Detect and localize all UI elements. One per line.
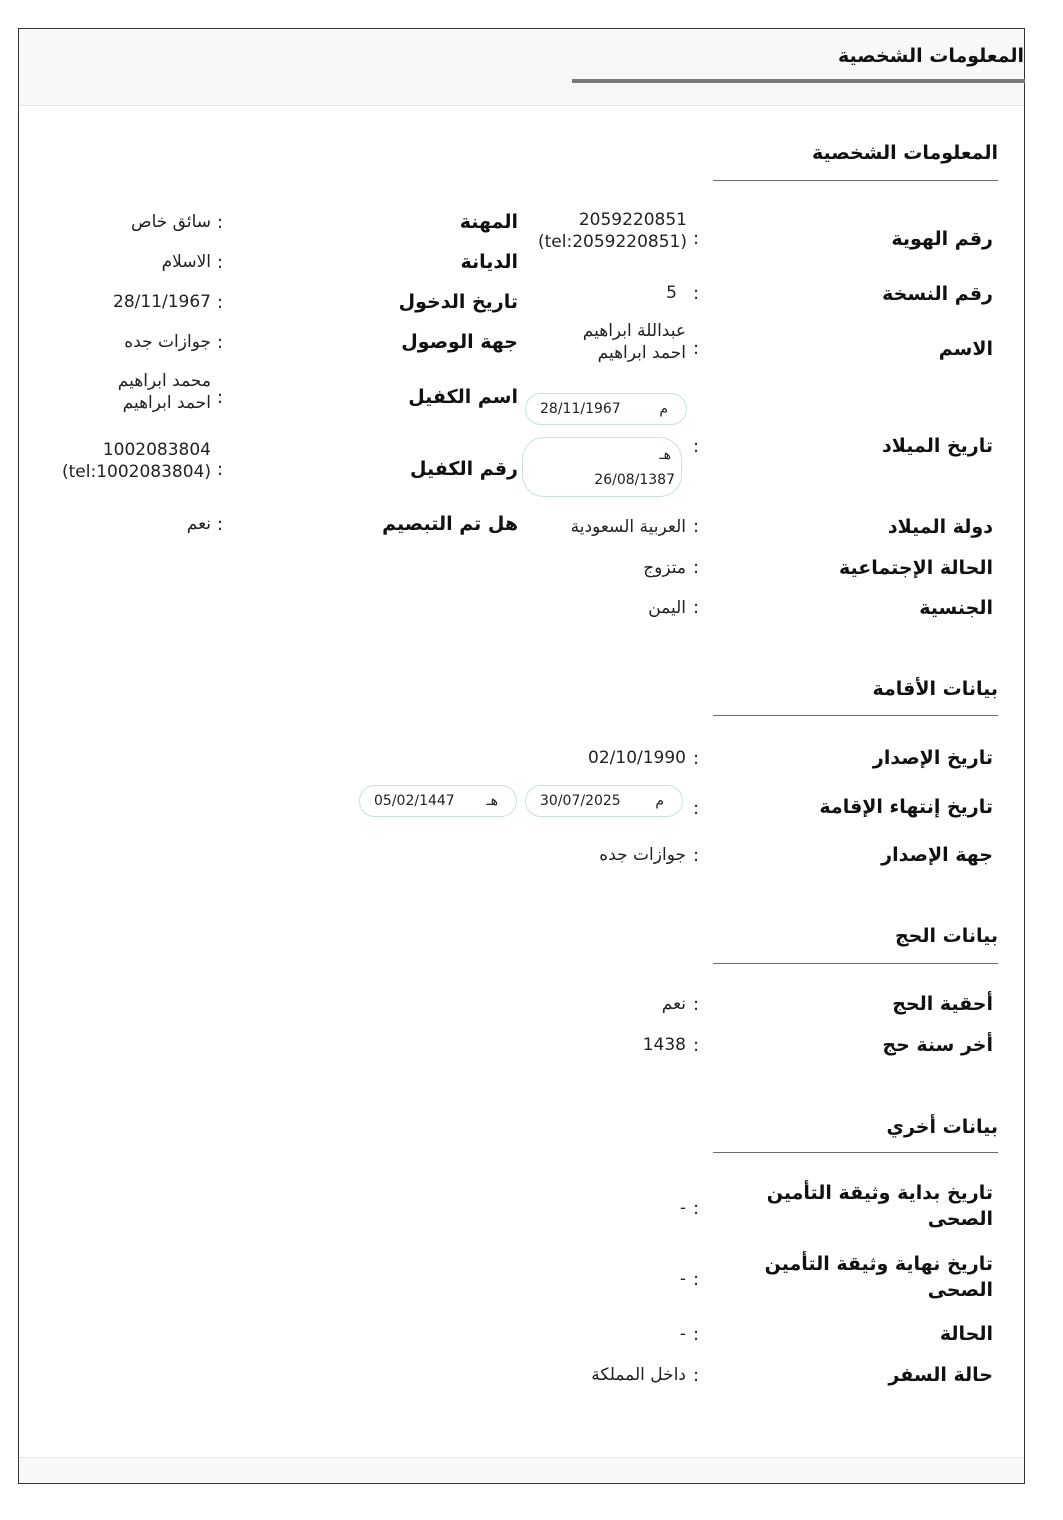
expiry-hijri-value: 05/02/1447 [374, 793, 455, 809]
colon: : [693, 228, 700, 249]
section-divider [713, 715, 998, 716]
colon: : [693, 798, 700, 819]
tab-personal-info[interactable]: المعلومات الشخصية [837, 45, 1024, 67]
entry-date-value: 28/11/1967 [113, 292, 211, 312]
section-title-other: بيانات أخري [886, 1116, 998, 1138]
travel-status-label: حالة السفر [888, 1364, 993, 1386]
colon: : [693, 1324, 700, 1345]
colon: : [693, 516, 700, 537]
colon: : [217, 459, 224, 480]
colon: : [693, 1269, 700, 1290]
name-label: الاسم [938, 338, 993, 360]
hijri-marker: هـ [659, 447, 671, 463]
insurance-end-label: تاريخ نهاية وثيقة التأمين الصحى [764, 1253, 993, 1301]
colon: : [693, 1198, 700, 1219]
section-divider [713, 1152, 998, 1153]
section-title-residence: بيانات الأقامة [872, 678, 998, 700]
marital-status-label: الحالة الإجتماعية [839, 557, 993, 579]
birth-country-value: العربية السعودية [570, 517, 686, 537]
colon: : [693, 597, 700, 618]
nationality-label: الجنسية [919, 597, 993, 619]
name-value [583, 320, 686, 364]
colon: : [217, 514, 224, 535]
colon: : [693, 283, 700, 304]
name-line-2: احمد ابراهيم [597, 343, 686, 363]
job-label: المهنة [459, 211, 518, 233]
sponsor-id: 1002083804 [102, 440, 211, 460]
section-title-hajj: بيانات الحج [894, 925, 998, 947]
colon: : [693, 1365, 700, 1386]
active-tab-underline [572, 79, 1025, 83]
job-value: سائق خاص [131, 212, 211, 232]
fingerprint-label: هل تم التبصيم [382, 513, 518, 535]
insurance-start-label: تاريخ بداية وثيقة التأمين الصحى [766, 1182, 993, 1230]
nationality-value: اليمن [648, 598, 686, 618]
religion-label: الديانة [460, 251, 518, 273]
section-divider [713, 963, 998, 964]
id-number-tel-link[interactable]: (tel:2059220851) [538, 232, 687, 252]
hajj-eligibility-label: أحقية الحج [892, 993, 993, 1015]
dob-gregorian-pill [525, 393, 687, 425]
name-line-1: عبداللة ابراهيم [582, 321, 686, 341]
section-title-personal: المعلومات الشخصية [811, 142, 998, 164]
sponsor-name-value [118, 370, 211, 414]
last-hajj-year-value: 1438 [642, 1035, 686, 1055]
marital-status-value: متزوج [643, 558, 686, 578]
copy-number-value: 5 [666, 283, 677, 303]
panel-header [19, 29, 1024, 106]
religion-value: الاسلام [161, 252, 211, 272]
sponsor-name-line-2: احمد ابراهيم [122, 393, 211, 413]
id-number-label: رقم الهوية [891, 228, 993, 250]
expiry-gregorian-value: 30/07/2025 [540, 793, 621, 809]
residence-issuer-value: جوازات جده [599, 845, 686, 865]
sponsor-name-label: اسم الكفيل [408, 386, 518, 408]
sponsor-name-line-1: محمد ابراهيم [117, 371, 211, 391]
copy-number-label: رقم النسخة [882, 283, 993, 305]
colon: : [693, 436, 700, 457]
residence-issue-date-label: تاريخ الإصدار [872, 747, 993, 769]
expiry-hijri-pill [359, 785, 517, 817]
birth-country-label: دولة الميلاد [887, 516, 993, 538]
personal-info-panel [18, 28, 1025, 1484]
arrival-point-value: جوازات جده [124, 332, 211, 352]
arrival-point-label: جهة الوصول [401, 331, 518, 353]
id-number-value [519, 209, 687, 253]
colon: : [693, 748, 700, 769]
gregorian-marker: م [659, 401, 668, 417]
dob-hijri-value: 26/08/1387 [594, 472, 675, 488]
fingerprint-value: نعم [186, 514, 211, 534]
colon: : [217, 387, 224, 408]
hajj-eligibility-value: نعم [661, 994, 686, 1014]
status-value: - [679, 1324, 686, 1344]
colon: : [693, 557, 700, 578]
colon: : [217, 332, 224, 353]
last-hajj-year-label: أخر سنة حج [882, 1034, 993, 1056]
colon: : [693, 1035, 700, 1056]
gregorian-marker: م [655, 793, 664, 809]
colon: : [217, 252, 224, 273]
colon: : [217, 212, 224, 233]
dob-label: تاريخ الميلاد [882, 435, 993, 457]
sponsor-id-value [39, 439, 211, 483]
panel-footer [19, 1457, 1024, 1483]
colon: : [693, 994, 700, 1015]
residence-issue-date-value: 02/10/1990 [588, 748, 686, 768]
section-divider [713, 180, 998, 181]
colon: : [693, 845, 700, 866]
insurance-end-value: - [679, 1269, 686, 1289]
entry-date-label: تاريخ الدخول [398, 291, 518, 313]
colon: : [693, 338, 700, 359]
expiry-gregorian-pill [525, 785, 683, 817]
dob-hijri-pill [522, 437, 682, 497]
dob-gregorian-value: 28/11/1967 [540, 401, 621, 417]
id-number: 2059220851 [578, 210, 687, 230]
status-label: الحالة [939, 1323, 993, 1345]
hijri-marker: هـ [486, 793, 498, 809]
residence-expiry-label: تاريخ إنتهاء الإقامة [819, 796, 993, 818]
residence-issuer-label: جهة الإصدار [881, 844, 993, 866]
sponsor-id-label: رقم الكفيل [410, 458, 518, 480]
colon: : [217, 292, 224, 313]
travel-status-value: داخل المملكة [591, 1365, 686, 1385]
sponsor-id-tel-link[interactable]: (tel:1002083804) [62, 462, 211, 482]
insurance-start-value: - [679, 1198, 686, 1218]
